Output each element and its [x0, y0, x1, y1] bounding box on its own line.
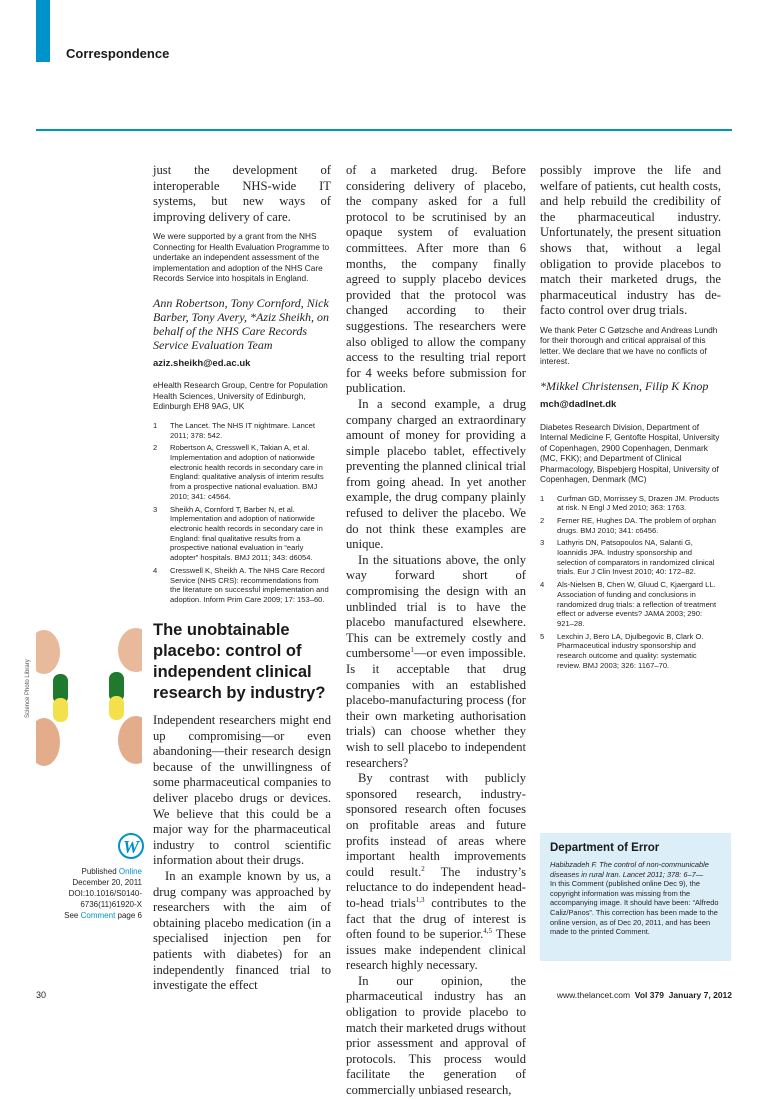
authors: Ann Robertson, Tony Cornford, Nick Barber, Tony Avery, *Aziz Sheikh, on behalf of the NHS Care Records Service Evaluation Team	[153, 295, 329, 352]
reference-list	[153, 421, 331, 605]
footer-info	[557, 990, 732, 1000]
article-block	[153, 620, 331, 994]
left-capsule-yellow	[53, 698, 68, 722]
continuation-text: just the development of interoperable NHS-wide IT systems, but new ways of improving delivery of care.	[153, 163, 331, 224]
reference-item	[153, 421, 331, 440]
reference-item	[153, 443, 331, 501]
published-label: Published	[81, 867, 119, 876]
department-of-error-box	[540, 833, 731, 961]
col2-para-3	[346, 553, 526, 771]
col2-para-5: In our opinion, the pharmaceutical industry has an obligation to provide placebo to match their marketed drugs without prior assessment and approval of protocols. This process would facilitate the generation of commercially unbiased research,	[346, 973, 526, 1098]
citation-sup: 1	[410, 646, 414, 655]
ref-number: 5	[540, 631, 545, 641]
ref-number: 3	[153, 504, 158, 514]
comment-link[interactable]: Comment	[80, 911, 116, 920]
right-finger-top	[118, 628, 142, 672]
text-run: These issues make independent clinical research highly necessary.	[346, 927, 526, 973]
ref-text: Als-Nielsen B, Chen W, Gluud C, Kjaergard LL. Association of funding and conclusions in randomized drug trials: a reflection of treatment effect or adverse events? JAMA 2003; 290: 921–28.	[557, 580, 717, 628]
ref-text: Cresswell K, Sheikh A. The NHS Care Record Service (NHS CRS): recommendations from the literature on successful implementation and adoption. Inform Prim Care 2009; 17: 153–60.	[170, 565, 329, 604]
ref-number: 4	[153, 565, 158, 575]
article-para-2: In an example known by us, a drug company was approached by researchers with the aim of obtaining placebo medication (in a specialised injection pen for patients with diabetes) for an independently financed trial to investigate the effect	[153, 868, 331, 993]
error-citation: Habibzadeh F. The control of non-communicable diseases in rural Iran. Lancet 2011; 378: 6–7—	[550, 860, 709, 879]
col2-para-2: In a second example, a drug company charged an extraordinary amount of money for providing a simple placebo tablet, effectively preventing the planned clinical trial from going ahead. In yet another example, the drug company plainly refused to deliver the placebo. We do not think these examples are unique.	[346, 396, 526, 552]
ref-text: Lathyris DN, Patsopoulos NA, Salanti G, Ioannidis JPA. Industry sponsorship and selection of comparators in randomized clinical trials. Eur J Clin Invest 2010; 40: 172–82.	[557, 538, 715, 577]
error-title: Department of Error	[550, 842, 660, 854]
text-run: By contrast with publicly sponsored research, industry-sponsored research often focuses on profitable areas and future profits instead of areas where important health improvements could result.	[346, 771, 526, 879]
affiliation: Diabetes Research Division, Department of Internal Medicine F, Gentofte Hospital, University of Copenhagen, 2900 Copenhagen, Denmark (MC, FKK); and Department of Clinical Pharmacology, Bispebjerg Hospital, University of Copenhagen, Denmark (MC)	[540, 421, 720, 485]
published-line	[36, 866, 142, 877]
right-capsule-yellow	[109, 696, 124, 720]
capsules-illustration	[36, 622, 142, 772]
ref-number: 4	[540, 580, 545, 590]
online-link[interactable]: Online	[118, 867, 142, 876]
citation-sup: 4,5	[483, 926, 492, 935]
text-run: —or even impossible. Is it acceptable that drug companies with an established placebo-manufacturing process (for their own marketing authorisation trials) can choose whether they wish to sell placebo to independent researchers?	[346, 646, 526, 770]
funding-text: We were supported by a grant from the NHS Connecting for Health Evaluation Programme to undertake an independent assessment of the implementation and adoption of the NHS Care Records Service into hospitals in England.	[153, 231, 330, 284]
ref-number: 3	[540, 538, 545, 548]
right-finger-bottom	[118, 716, 142, 764]
reference-list	[540, 494, 721, 671]
accent-bar	[36, 0, 50, 62]
citation-sup: 1,3	[415, 895, 425, 904]
doi-line-2: 6736(11)61920-X	[80, 900, 142, 909]
ref-number: 2	[153, 443, 158, 453]
reference-item	[540, 580, 721, 629]
left-finger-top	[36, 630, 60, 674]
placebo-capsules-photo	[36, 622, 142, 772]
left-finger-bottom	[36, 718, 60, 766]
reference-item	[540, 516, 721, 535]
reference-item	[540, 538, 721, 577]
ref-number: 1	[153, 420, 158, 430]
thanks-text: We thank Peter C Gøtzsche and Andreas Lundh for their thorough and critical appraisal of this letter. We declare that we have no conflicts of interest.	[540, 324, 718, 367]
photo-credit: Science Photo Library	[25, 659, 31, 718]
doi-line-1: DOI:10.1016/S0140-	[68, 889, 142, 898]
article-para-1: Independent researchers might end up compromising—or even abandoning—their research design because of the unwillingness of some pharmaceutical companies to deliver placebo drugs or devices. We believe that this could be a major way for the pharmaceutical industry to control scientific information about their drugs.	[153, 713, 331, 868]
ref-text: Robertson A, Cresswell K, Takian A, et al. Implementation and adoption of nationwide electronic health records in secondary care in England: qualitative analysis of interim results from a prospective national evaluation. BMJ 2010; 341: c4564.	[170, 443, 324, 501]
ref-text: Ferner RE, Hughes DA. The problem of orphan drugs. BMJ 2010; 341: c6456.	[557, 515, 716, 535]
ref-text: Lexchin J, Bero LA, Djulbegovic B, Clark O. Pharmaceutical industry sponsorship and research outcome and quality: systematic review. BMJ 2003; 326: 1167–70.	[557, 631, 704, 670]
text-run: The industry’s reluctance to do independent head-to-head trials	[346, 864, 526, 910]
article-headline: The unobtainable placebo: control of independent clinical research by industry?	[153, 621, 326, 702]
see-label: See	[64, 911, 81, 920]
funding-note	[153, 231, 331, 284]
reference-item	[153, 505, 331, 563]
publication-info	[36, 866, 142, 921]
author-email[interactable]: aziz.sheikh@ed.ac.uk	[153, 357, 251, 369]
column-2	[346, 163, 526, 1099]
reference-item	[540, 494, 721, 513]
text-run: contributes to the fact that the drug of interest is often found to be superior.	[346, 895, 526, 942]
header-rule	[36, 129, 732, 131]
see-comment	[36, 910, 142, 921]
reference-item	[540, 632, 721, 671]
online-first-icon: W	[118, 833, 144, 859]
citation-sup: 2	[421, 864, 425, 873]
error-text: In this Comment (published online Dec 9), the copyright information was missing from the accompanying image. It should have been: “Alfredo Caliz/Panos”. This correction has been made to the online version, as of Dec 20, 2011, and has been made to the printed Comment.	[550, 879, 719, 937]
col3-para-1: possibly improve the life and welfare of patients, cut health costs, and help rebuild the credibility of the pharmaceutical industry. Unfortunately, the present situation shows that, without a legal obligation to provide placebos to match their marketed drugs, the pharmaceutical industry has de-facto control over drug trials.	[540, 163, 721, 318]
col2-para-1: of a marketed drug. Before considering delivery of placebo, the company asked for a full protocol to be scrutinised by an opaque system of evaluation committees. After more than 6 months, the company finally agreed to supply placebo devices provided that the protocol was changed according to their suggestions. The researchers were also obliged to allow the company access to the resulting trial report for 4 weeks before submission for publication.	[346, 163, 526, 396]
author-email[interactable]: mch@dadlnet.dk	[540, 398, 617, 410]
page-ref: page 6	[115, 911, 142, 920]
thanks-note	[540, 325, 721, 367]
ref-text: Sheikh A, Cornford T, Barber N, et al. Implementation and adoption of nationwide electronic health records in secondary care in England: final qualitative results from a prospective national evaluation in “early adopter” hospitals. BMJ 2011; 343: d6054.	[170, 504, 323, 563]
ref-text: Curfman GD, Morrissey S, Drazen JM. Products at risk. N Engl J Med 2010; 363: 1763.	[557, 493, 720, 513]
site-url[interactable]: www.thelancet.com	[556, 990, 631, 1000]
text-run: In the situations above, the only way forward short of compromising the design with an unblinded trial is to have the placebo manufactured elsewhere. This can be extremely costly and cumbersome	[346, 552, 526, 661]
column-1	[153, 163, 331, 608]
ref-number: 1	[540, 493, 545, 503]
ref-text: The Lancet. The NHS IT nightmare. Lancet 2011; 378: 542.	[170, 420, 315, 440]
published-date: December 20, 2011	[72, 878, 142, 887]
issue-date: January 7, 2012	[668, 990, 732, 1000]
page-number: 30	[36, 990, 47, 1000]
authors: *Mikkel Christensen, Filip K Knop	[540, 378, 709, 393]
column-3	[540, 163, 721, 673]
affiliation: eHealth Research Group, Centre for Population Health Sciences, University of Edinburgh, Edinburgh EH8 9AG, UK	[153, 380, 328, 412]
col2-para-4	[346, 771, 526, 974]
ref-number: 2	[540, 515, 545, 525]
section-title: Correspondence	[66, 46, 170, 61]
reference-item	[153, 566, 331, 605]
volume: Vol 379	[634, 990, 664, 1000]
